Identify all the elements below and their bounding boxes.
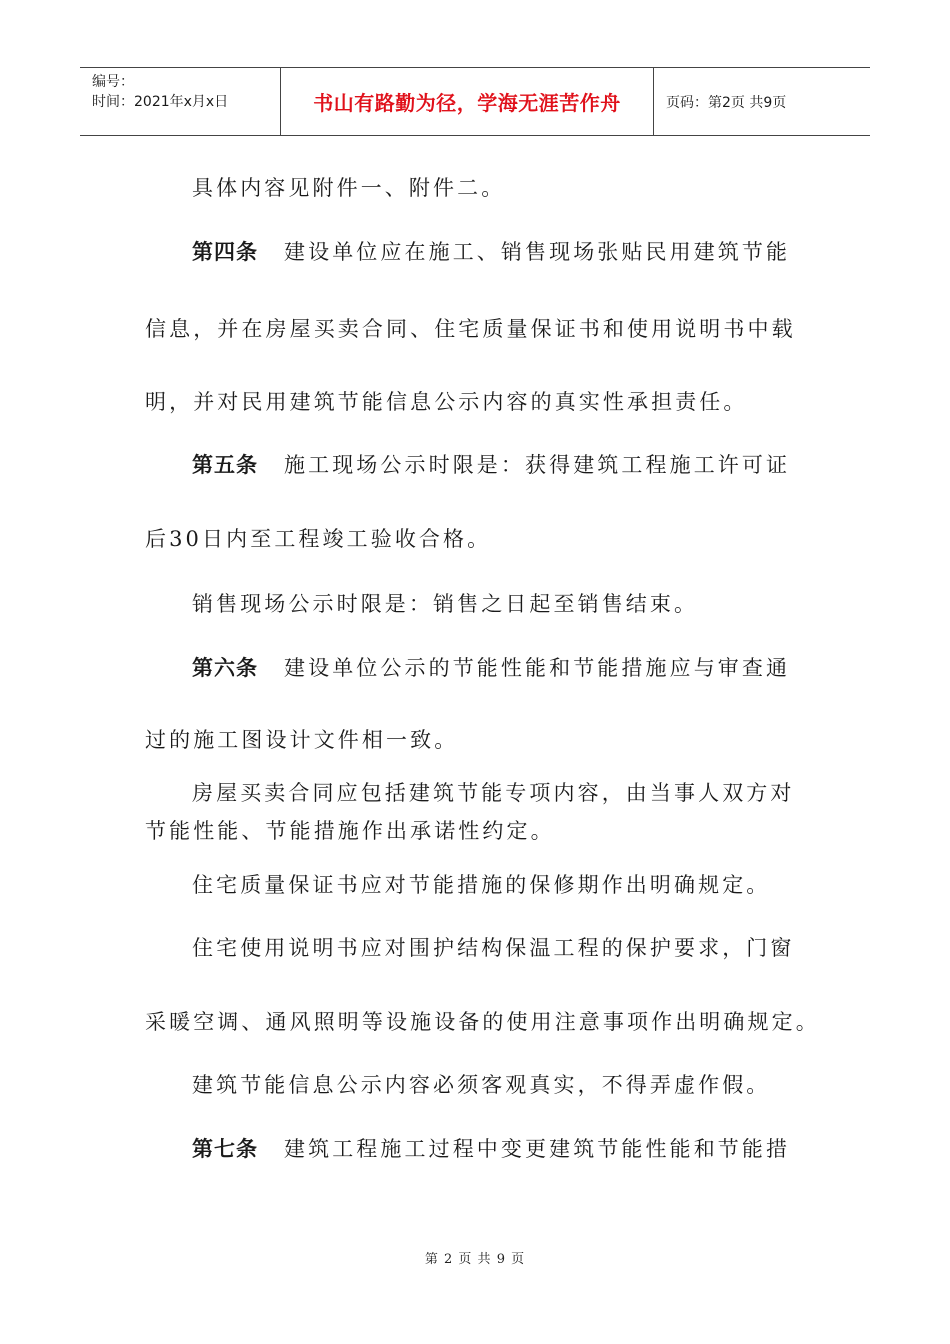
article-4-line-3: 明，并对民用建筑节能信息公示内容的真实性承担责任。 [145,390,748,414]
header-meta [80,68,281,135]
paragraph-truthful: 建筑节能信息公示内容必须客观真实，不得弄虚作假。 [192,1073,771,1097]
article-5-line-1 [192,449,790,479]
paragraph-warranty: 住宅质量保证书应对节能措施的保修期作出明确规定。 [192,873,771,897]
number-label: 编号： [92,74,134,90]
article-6-text-1: 建设单位公示的节能性能和节能措施应与审查通 [284,656,791,680]
motto-text: 书山有路勤为径，学海无涯苦作舟 [313,91,621,115]
time-label: 时间：2021年x月x日 [92,94,229,110]
paragraph-manual-line-2: 采暖空调、通风照明等设施设备的使用注意事项作出明确规定。 [145,1010,820,1034]
paragraph-manual-line-1: 住宅使用说明书应对围护结构保温工程的保护要求，门窗 [192,936,795,960]
paragraph-contract-line-2: 节能性能、节能措施作出承诺性约定。 [145,819,555,843]
article-4-text-1: 建设单位应在施工、销售现场张贴民用建筑节能 [284,240,791,264]
header-page-cell [654,68,870,135]
article-6-label: 第六条 [192,656,258,680]
page-header [80,67,870,136]
article-5-label: 第五条 [192,453,258,477]
article-4-line-1 [192,236,790,266]
article-7-text-1: 建筑工程施工过程中变更建筑节能性能和节能措 [284,1137,791,1161]
article-6-line-2: 过的施工图设计文件相一致。 [145,728,459,752]
article-4-label: 第四条 [192,240,258,264]
paragraph-sales-period: 销售现场公示时限是：销售之日起至销售结束。 [192,592,699,616]
paragraph-attachments: 具体内容见附件一、附件二。 [192,176,506,200]
page-footer: 第 2 页 共 9 页 [424,1252,526,1267]
page-label: 页码：第2页 共9页 [666,94,787,111]
article-6-line-1 [192,652,790,682]
article-7-label: 第七条 [192,1137,258,1161]
paragraph-contract-line-1: 房屋买卖合同应包括建筑节能专项内容，由当事人双方对 [192,781,795,805]
article-5-text-1: 施工现场公示时限是：获得建筑工程施工许可证 [284,453,791,477]
article-5-line-2: 后30日内至工程竣工验收合格。 [145,527,492,551]
header-motto-cell [281,68,654,135]
article-4-line-2: 信息，并在房屋买卖合同、住宅质量保证书和使用说明书中载 [145,317,796,341]
article-7-line-1 [192,1133,790,1163]
